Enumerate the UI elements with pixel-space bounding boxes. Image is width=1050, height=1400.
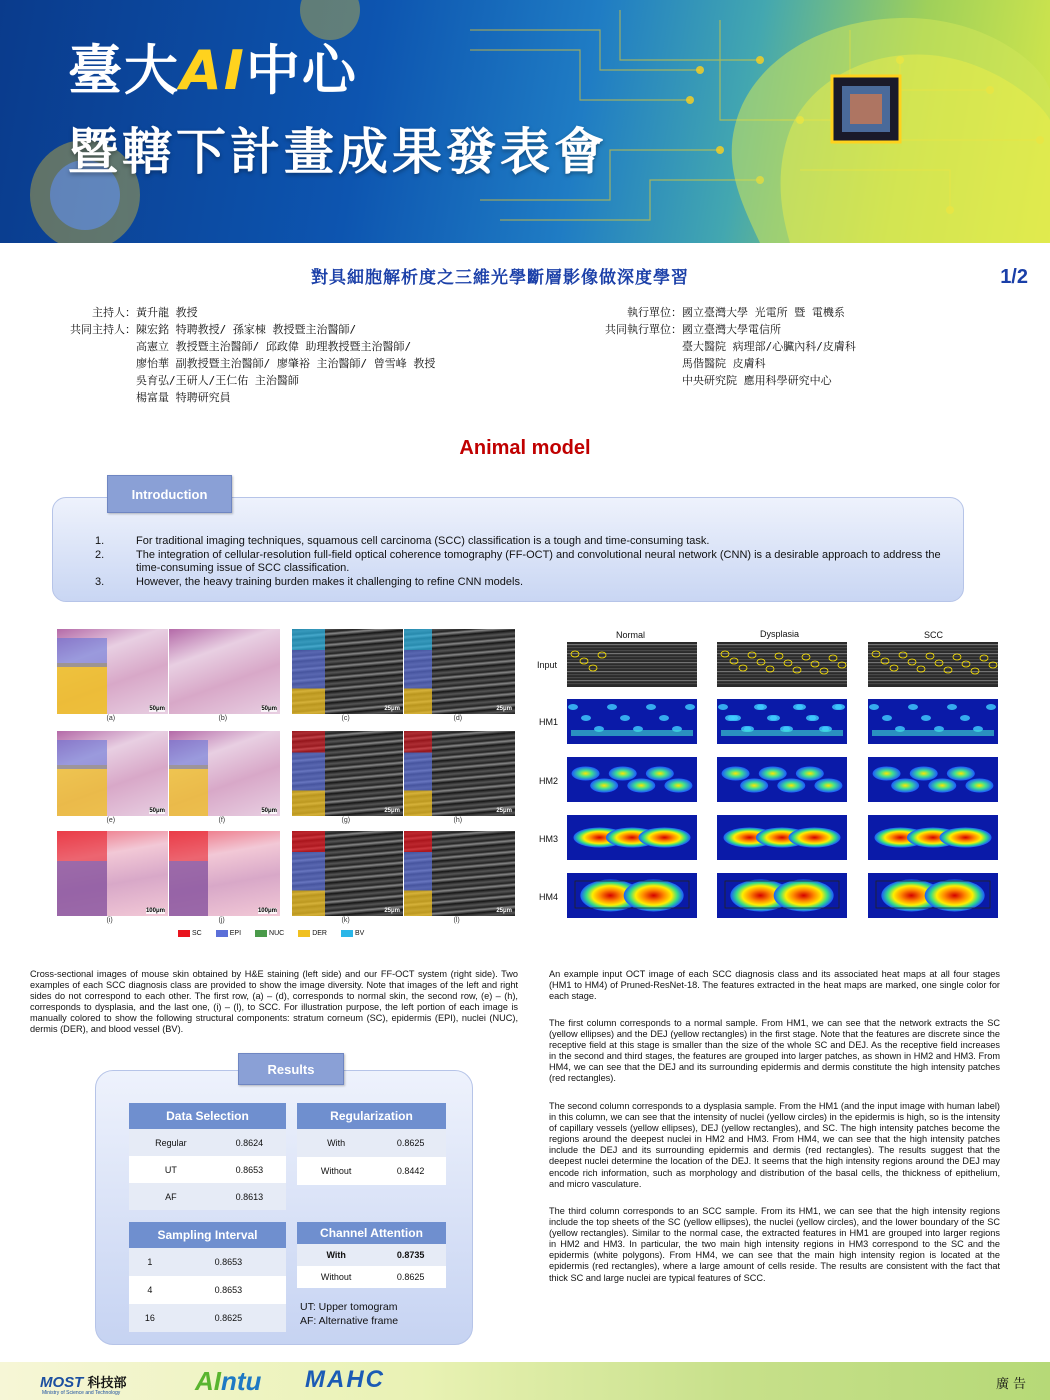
- table-title: Regularization: [297, 1103, 446, 1129]
- results-notes: UT: Upper tomogram AF: Alternative frame: [300, 1301, 399, 1327]
- regularization-table: [297, 1103, 446, 1185]
- row-header-hm4: HM4: [539, 892, 559, 902]
- panel-label: (e): [106, 817, 116, 824]
- ntu-ai-center-logo: 臺大AI中心: [68, 39, 358, 102]
- table-row: UT 0.8653: [129, 1156, 286, 1183]
- legend-item: NUC: [255, 930, 284, 937]
- panel-label: (b): [218, 715, 228, 722]
- person-row: 主持人： 黃升龍 教授: [92, 306, 198, 319]
- scale-bar: 50μm: [261, 808, 277, 814]
- heatmap-image: [868, 757, 998, 802]
- heatmap-image: [717, 873, 847, 918]
- person-row: 高憲立 教授暨主治醫師/ 邱政偉 助理教授暨主治醫師/: [136, 340, 412, 353]
- sampling-interval-table: [129, 1222, 286, 1332]
- right-paragraph-3: The second column corresponds to a dysplasia sample. From the HM1 (and the input image with human label) in this column, we can see that the intensity of nuclei (yellow circles) in the epidermis is high, so is the intensity of capillary vessels (yellow ellipses), DEJ (yellow rectangles), and SC. The high intensity patches become the regions around the deepest nuclei in HM2 and HM3. From HM4, we can see that the high intensity patches include the DEJ and its surrounding epidermis and dermis (red rectangles). The results suggest that the deepest nuclei determine the location of the DEJ. It seems that the high intensity regions around the DEJ may encode rich information, such as morphology and distribution of the basal cells, the thickness of epithelium, and micro vasculature.: [549, 1101, 1000, 1189]
- scale-bar: 25μm: [496, 808, 512, 814]
- table-row: Regular 0.8624: [129, 1129, 286, 1156]
- heatmap-image: [717, 815, 847, 860]
- table-row: 4 0.8653: [129, 1276, 286, 1304]
- row-header-hm3: HM3: [539, 834, 559, 844]
- footer: [0, 1362, 1050, 1400]
- panel-label: (j): [218, 917, 225, 924]
- column-header-normal: Normal: [616, 630, 646, 640]
- table-title: Sampling Interval: [129, 1222, 286, 1248]
- heatmap-image: [868, 815, 998, 860]
- panel-label: (l): [453, 917, 460, 924]
- right-paragraph-2: The first column corresponds to a normal sample. From HM1, we can see that the network extracts the SC (yellow ellipses) and the DEJ (yellow rectangles) in the first stage. Note that the features are discrete since the receptive field at this stage is smaller than the size of the whole SC and DEJ. As the receptive field increases in the second and third stages, the features are grouped into larger patches, as shown in HM2 and HM3. From HM4, we can see that the DEJ and its surrounding epidermis and dermis constitute the high intensity patches (red rectangles).: [549, 1018, 1000, 1084]
- institution-row: 臺大醫院 病理部/心臟內科/皮膚科: [682, 340, 856, 353]
- heatmap-image: [567, 757, 697, 802]
- panel-label: (g): [341, 817, 351, 824]
- table-row: 1 0.8653: [129, 1248, 286, 1276]
- table-row: Without 0.8625: [297, 1266, 446, 1288]
- person-row: 吳育弘/王研人/王仁佑 主治醫師: [136, 374, 299, 387]
- list-item: 1. For traditional imaging techniques, squamous cell carcinoma (SCC) classification is a tough and time-consuming task.: [95, 535, 710, 547]
- project-title: 對具細胞解析度之三維光學斷層影像做深度學習: [311, 268, 689, 288]
- page-number: 1/2: [1000, 266, 1028, 288]
- aintu-logo: AIntu: [195, 1366, 262, 1396]
- institution-row: 中央研究院 應用科學研究中心: [682, 374, 832, 387]
- panel-label: (a): [106, 715, 116, 722]
- panel-label: (i): [106, 917, 113, 924]
- list-item: 3. However, the heavy training burden makes it challenging to refine CNN models.: [95, 575, 524, 588]
- most-subtitle: Ministry of Science and Technology: [42, 1390, 121, 1396]
- left-figure-caption: Cross-sectional images of mouse skin obtained by H&E staining (left side) and our FF-OCT system (right side). Two examples of each SCC diagnosis class are provided to show the image diversity. Note that images of the left and right sides do not correspond to each other. The first row, (a) – (d), corresponds to normal skin, the second row, (e) – (h), corresponds to dysplasia, and the last one, (i) – (l), to SCC. For illustration purpose, the left portion of each image is manually colored to show the following structural components: stratum corneum (SC), epidermis (EPI), nuclei (NUC), dermis (DER), and blood vessel (BV).: [30, 969, 518, 1035]
- scale-bar: 25μm: [384, 908, 400, 914]
- legend-item: EPI: [216, 930, 241, 937]
- scale-bar: 50μm: [149, 706, 165, 712]
- heatmap-image: [567, 873, 697, 918]
- list-item: 2. The integration of cellular-resolution full-field optical coherence tomography (FF-OCT) and convolutional neural network (CNN) is a desirable approach to address the time-consuming issue of SCC classification.: [95, 548, 941, 574]
- legend-item: DER: [298, 930, 327, 937]
- institution-row: 馬偕醫院 皮膚科: [682, 357, 766, 370]
- scale-bar: 25μm: [496, 706, 512, 712]
- scale-bar: 25μm: [384, 706, 400, 712]
- table-title: Channel Attention: [297, 1222, 446, 1244]
- panel-label: (c): [341, 715, 350, 722]
- row-header-hm2: HM2: [539, 776, 559, 786]
- banner-subtitle: 暨轄下計畫成果發表會: [68, 123, 608, 181]
- heatmap-image: [717, 699, 847, 744]
- person-row: 共同主持人： 陳宏銘 特聘教授/ 孫家棟 教授暨主治醫師/: [70, 323, 357, 336]
- table-row: AF 0.8613: [129, 1183, 286, 1210]
- right-paragraph-4: The third column corresponds to an SCC sample. From its HM1, we can see that the high intensity regions include the top sheets of the SC (yellow ellipses), the nuclei (yellow circles), and the lower boundary of the SC (yellow rectangles). Similar to the normal case, the extracted features in HM1 are grouped into larger regions in HM2 and HM3. In particular, the two main high intensity regions in HM3 correspond to the SC and the epidermis (white polygons). From HM4, we can see that the main high intensity region is located at the epidermis (red rectangles), where a large amount of cells reside. The results are consistent with the fact that thick SC and large nuclei are typical features of SCC.: [549, 1206, 1000, 1283]
- table-row: With 0.8625: [297, 1129, 446, 1157]
- heatmap-image: [567, 699, 697, 744]
- results-tab: Results: [238, 1053, 344, 1085]
- mahc-logo: MAHC: [305, 1366, 385, 1393]
- scale-bar: 100μm: [257, 908, 277, 914]
- table-row: With 0.8735: [297, 1244, 446, 1266]
- oct-input-image: [567, 642, 697, 687]
- person-row: 廖怡華 副教授暨主治醫師/ 廖肇裕 主治醫師/ 曾雪峰 教授: [136, 357, 436, 370]
- right-paragraph-1: An example input OCT image of each SCC diagnosis class and its associated heat maps at all four stages (HM1 to HM4) of Pruned-ResNet-18. The features extracted in the heat maps are marked, one single color for each stage.: [549, 969, 1000, 1002]
- scale-bar: 25μm: [384, 808, 400, 814]
- section-title: Animal model: [459, 437, 591, 459]
- data-selection-table: [129, 1103, 286, 1210]
- heatmap-image: [717, 757, 847, 802]
- panel-label: (h): [453, 817, 463, 824]
- scale-bar: 50μm: [261, 706, 277, 712]
- table-title: Data Selection: [129, 1103, 286, 1129]
- heatmap-image: [567, 815, 697, 860]
- row-header-input: Input: [537, 660, 558, 670]
- advertisement-label: 廣告: [995, 1376, 1030, 1391]
- oct-input-image: [868, 642, 998, 687]
- institution-row: 共同執行單位： 國立臺灣大學電信所: [605, 323, 781, 336]
- panel-label: (k): [341, 917, 350, 924]
- heatmap-image: [868, 699, 998, 744]
- channel-attention-table: [297, 1222, 446, 1288]
- panel-label: (d): [453, 715, 463, 722]
- row-header-hm1: HM1: [539, 717, 559, 727]
- scale-bar: 100μm: [145, 908, 165, 914]
- oct-input-image: [717, 642, 847, 687]
- scale-bar: 50μm: [149, 808, 165, 814]
- introduction-tab: Introduction: [107, 475, 232, 513]
- column-header-dysplasia: Dysplasia: [760, 629, 800, 639]
- scale-bar: 25μm: [496, 908, 512, 914]
- column-header-scc: SCC: [924, 630, 944, 640]
- table-row: 16 0.8625: [129, 1304, 286, 1332]
- institution-row: 執行單位： 國立臺灣大學 光電所 暨 電機系: [627, 306, 845, 319]
- most-logo: MOST 科技部: [40, 1374, 127, 1391]
- person-row: 楊富量 特聘研究員: [136, 391, 231, 404]
- table-row: Without 0.8442: [297, 1157, 446, 1185]
- legend-item: BV: [341, 930, 364, 937]
- heatmap-image: [868, 873, 998, 918]
- legend-item: SC: [178, 930, 202, 937]
- panel-label: (f): [218, 817, 226, 824]
